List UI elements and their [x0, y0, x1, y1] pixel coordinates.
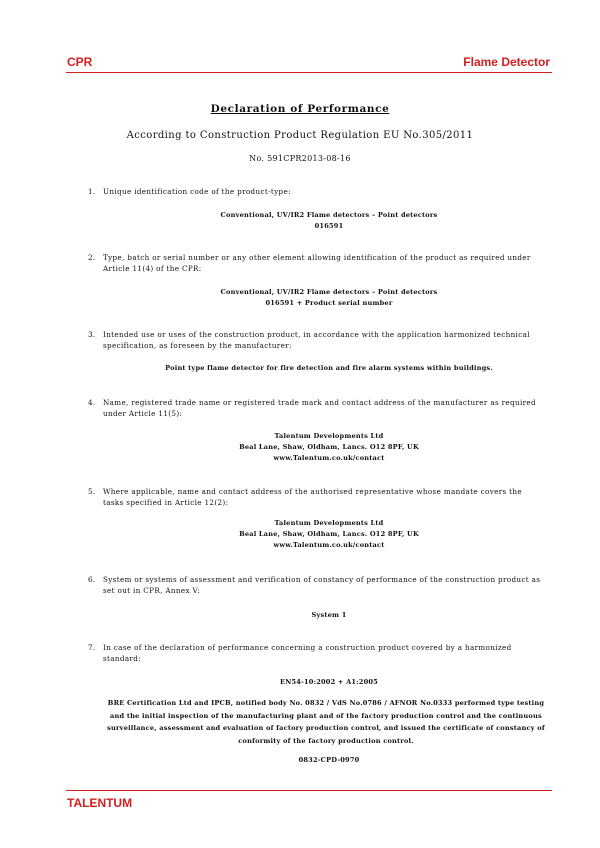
document-number: No. 591CPR2013-08-16 — [249, 154, 351, 163]
section-4-question: 4. Name, registered trade name or registered trade mark and contact address of the manufacturer as required under Article 11(5): — [88, 398, 536, 418]
section-7-paragraph: BRE Certification Ltd and IPCB, notified body No. 0832 / VdS No.0786 / AFNOR No.0333 performed type testing and the initial inspection of the manufacturing plant and of the factory production control and the continuous surveillance, assessment and evaluation of factory production control, and issued the certificate of constancy of conformity of the factory production control. — [107, 699, 545, 745]
section-1-answer: Conventional, UV/IR2 Flame detectors – Point detectors 016591 — [220, 211, 438, 230]
section-6-answer: System 1 — [311, 611, 347, 619]
document-title: Declaration of Performance — [210, 103, 390, 115]
header-product-label: Flame Detector — [463, 55, 550, 69]
section-6-question: 6. System or systems of assessment and verification of constancy of performance of the construction product as set out in CPR, Annex V: — [88, 575, 541, 595]
header-cpr-label: CPR — [67, 55, 93, 69]
footer-divider — [66, 790, 552, 791]
document-subtitle: According to Construction Product Regulation EU No.305/2011 — [126, 130, 474, 141]
section-2-answer: Conventional, UV/IR2 Flame detectors – Point detectors 016591 + Product serial number — [220, 288, 438, 307]
header-divider — [66, 72, 552, 73]
footer-brand-label: TALENTUM — [67, 796, 133, 810]
section-7-question: 7. In case of the declaration of performance concerning a construction product covered by a harmonized standard: — [88, 643, 512, 663]
section-1-question: 1. Unique identification code of the product-type: — [88, 187, 291, 196]
section-5-question: 5. Where applicable, name and contact address of the authorised representative whose mandate covers the tasks specified in Article 12(2): — [88, 487, 523, 507]
section-7-certificate-number: 0832-CPD-0970 — [298, 756, 360, 764]
section-5-answer: Talentum Developments Ltd Beal Lane, Shaw, Oldham, Lancs. O12 8PF, UK www.Talentum.co.uk/contact — [239, 519, 419, 549]
section-4-answer: Talentum Developments Ltd Beal Lane, Shaw, Oldham, Lancs. O12 8PF, UK www.Talentum.co.uk/contact — [239, 432, 419, 462]
section-3-answer: Point type flame detector for fire detection and fire alarm systems within buildings. — [165, 364, 493, 372]
section-7-standard: EN54-10:2002 + A1:2005 — [280, 678, 378, 686]
section-3-question: 3. Intended use or uses of the construction product, in accordance with the application harmonized technical specification, as foreseen by the manufacturer: — [88, 330, 530, 350]
section-2-question: 2. Type, batch or serial number or any other element allowing identification of the product as required under Article 11(4) of the CPR: — [88, 253, 531, 273]
